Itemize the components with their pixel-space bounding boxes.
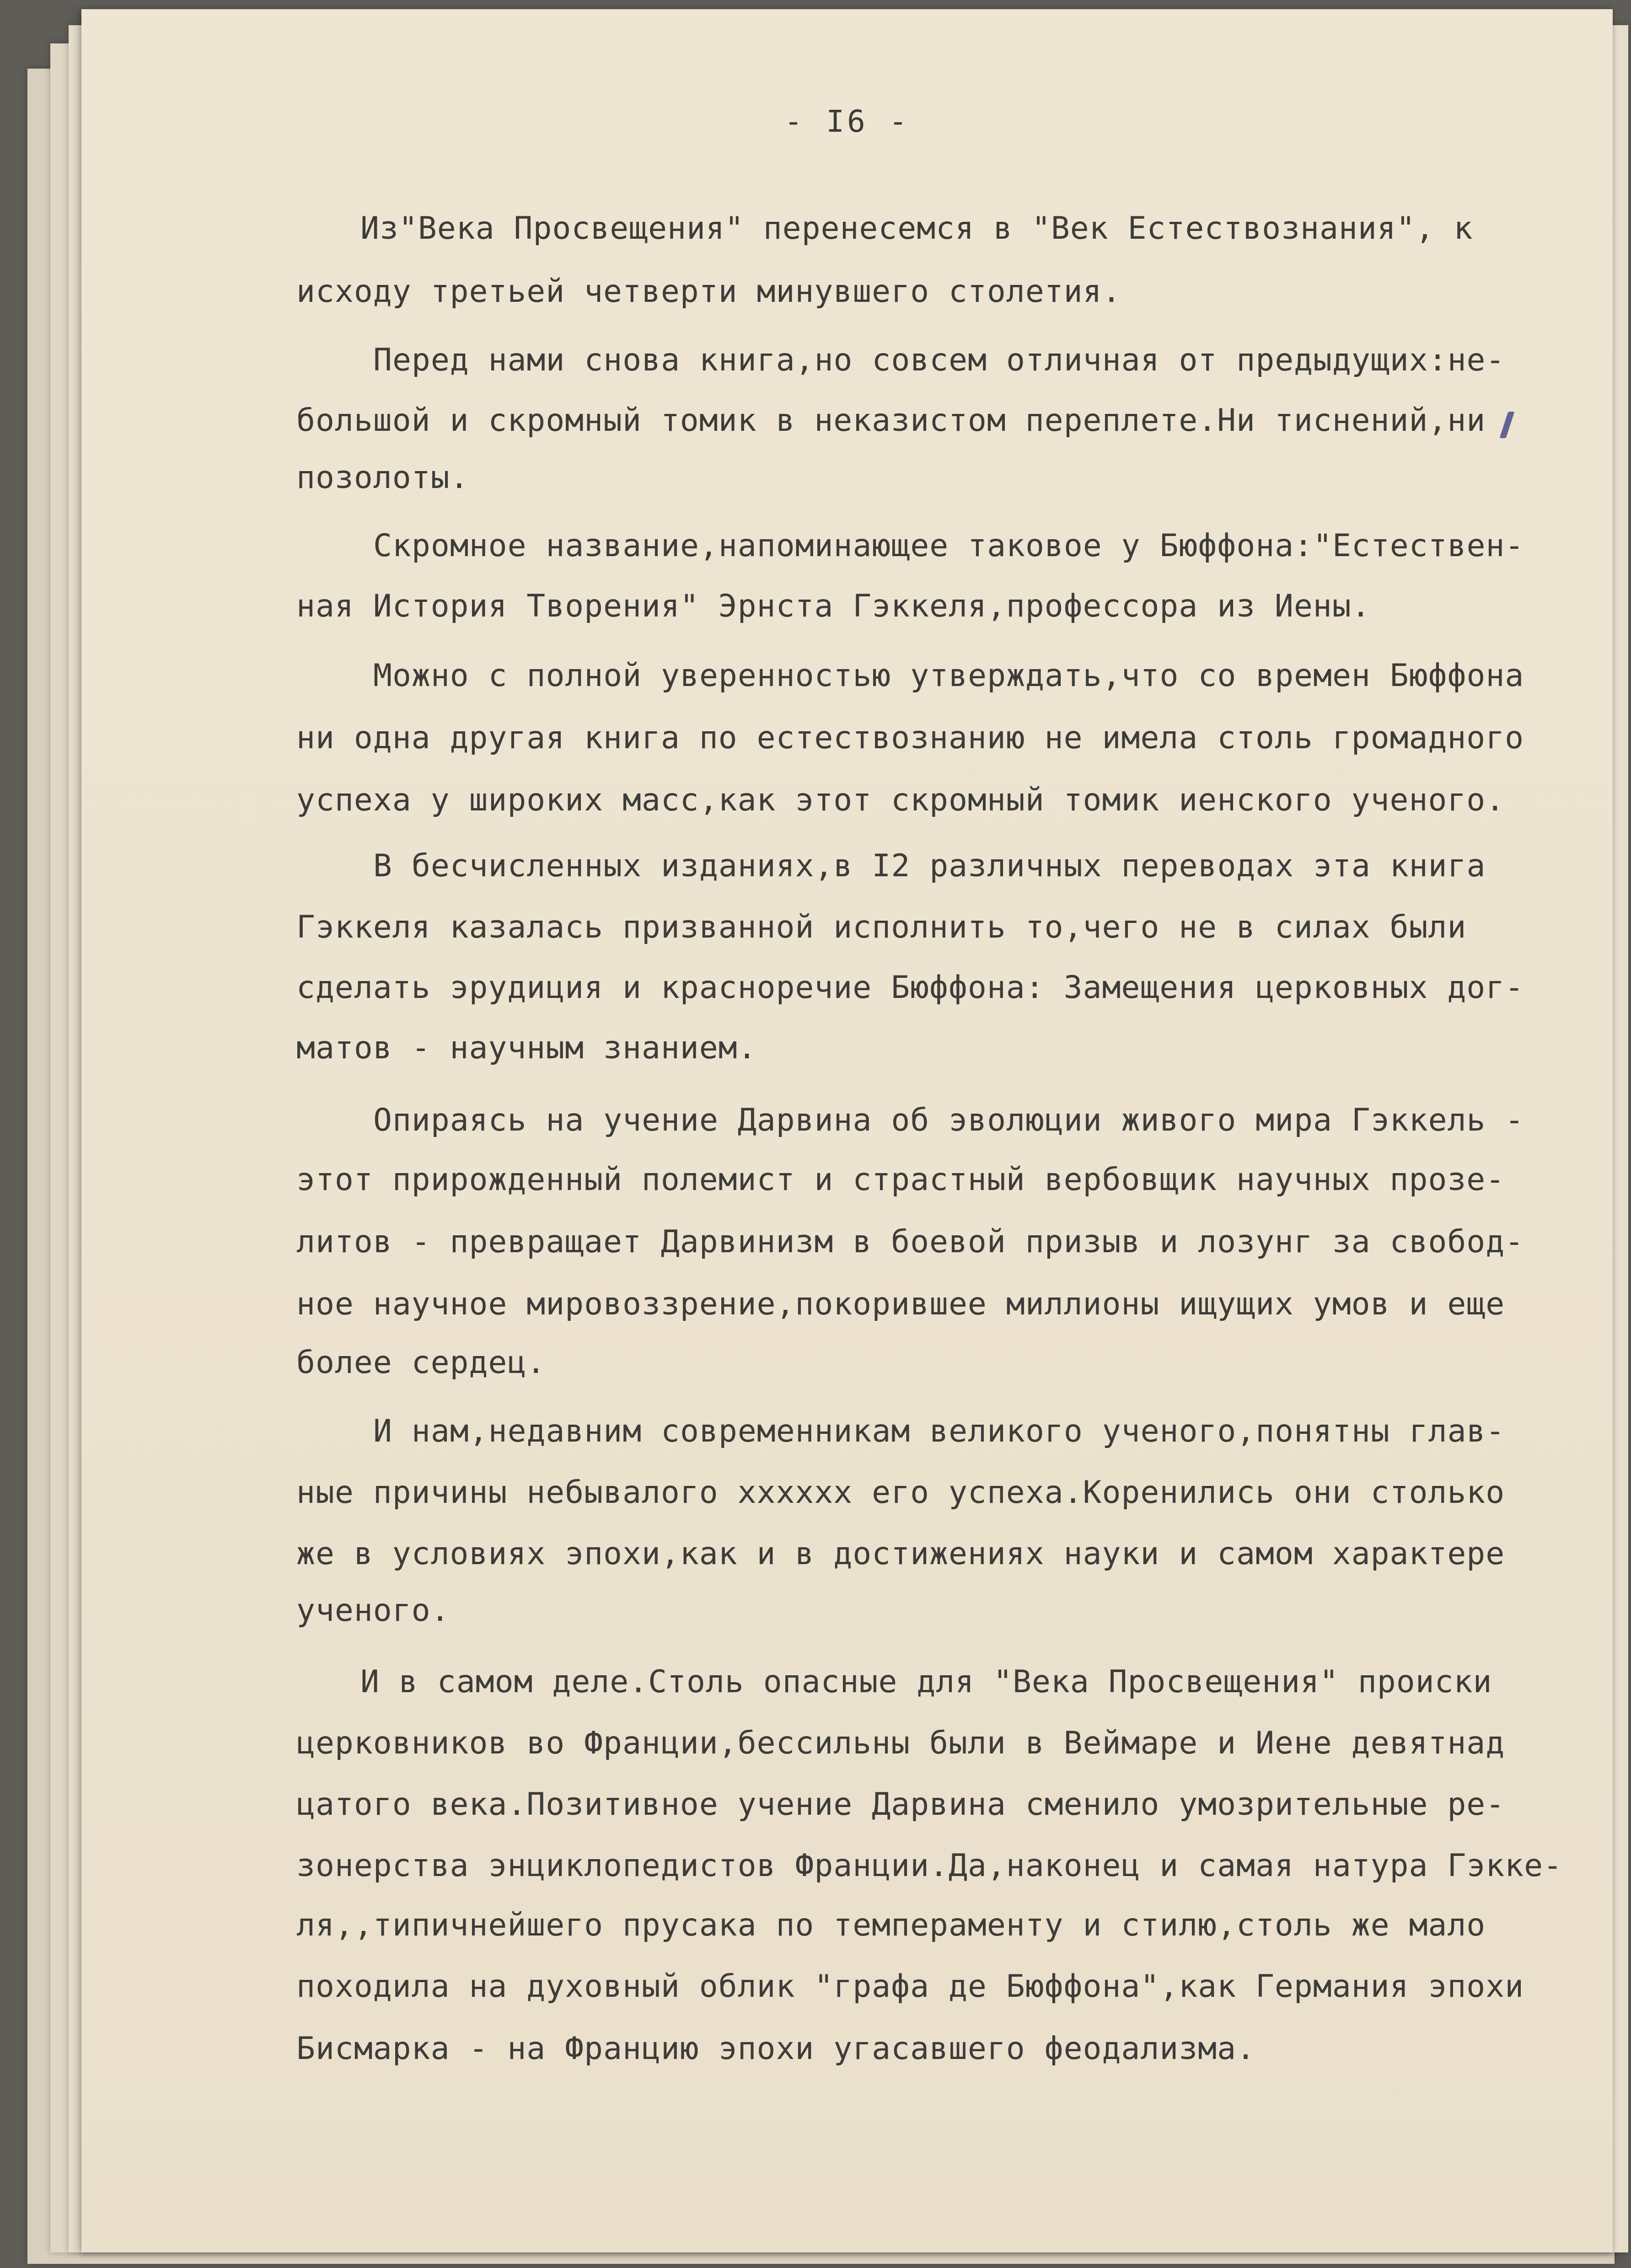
text-line: успеха у широких масс,как этот скромный томик иенского ученого. xyxy=(296,782,1505,818)
text-line: матов - научным знанием. xyxy=(296,1030,757,1066)
typewritten-page xyxy=(81,9,1613,2252)
text-line: цатого века.Позитивное учение Дарвина сменило умозрительные ре- xyxy=(296,1786,1505,1823)
text-line: В бесчисленных изданиях,в I2 различных переводах эта книга xyxy=(373,848,1486,884)
text-line: Перед нами снова книга,но совсем отличная от предыдущих:не- xyxy=(373,342,1505,378)
text-line: Можно с полной уверенностью утверждать,что со времен Бюффона xyxy=(373,658,1524,694)
text-line: позолоты. xyxy=(296,460,469,496)
text-line: Бисмарка - на Францию эпохи угасавшего феодализма. xyxy=(296,2031,1255,2067)
page-body xyxy=(81,9,1613,2252)
text-line: Из"Века Просвещения" перенесемся в "Век Естествознания", к xyxy=(360,210,1473,247)
text-line: Гэккеля казалась призванной исполнить то,чего не в силах были xyxy=(296,909,1467,945)
text-line: ная История Творения" Эрнста Гэккеля,профессора из Иены. xyxy=(296,588,1371,624)
text-line: ные причины небывалого xxxxxx его успеха.Коренились они столько xyxy=(296,1474,1505,1511)
text-line: литов - превращает Дарвинизм в боевой призыв и лозунг за свобод- xyxy=(296,1224,1524,1260)
page-number: - I6 - xyxy=(784,104,910,139)
text-line: исходу третьей четверти минувшего столетия. xyxy=(296,273,1121,310)
text-line: сделать эрудиция и красноречие Бюффона: Замещения церковных дог- xyxy=(296,970,1524,1006)
text-line: И в самом деле.Столь опасные для "Века Просвещения" происки xyxy=(360,1664,1492,1700)
text-line: походила на духовный облик "графа де Бюффона",как Германия эпохи xyxy=(296,1968,1524,2005)
text-line: этот прирожденный полемист и страстный вербовщик научных прозе- xyxy=(296,1162,1505,1198)
text-line: же в условиях эпохи,как и в достижениях науки и самом характере xyxy=(296,1536,1505,1572)
text-line: ученого. xyxy=(296,1592,450,1629)
text-line: большой и скромный томик в неказистом переплете.Ни тиснений,ни xyxy=(296,402,1486,439)
text-line: ное научное мировоззрение,покорившее миллионы ищущих умов и еще xyxy=(296,1286,1505,1322)
text-line: церковников во Франции,бессильны были в Веймаре и Иене девятнад xyxy=(296,1725,1505,1761)
text-line: Опираясь на учение Дарвина об эволюции живого мира Гэккель - xyxy=(373,1102,1524,1138)
text-line: ни одна другая книга по естествознанию не имела столь громадного xyxy=(296,720,1524,756)
text-line: более сердец. xyxy=(296,1345,546,1381)
text-line: Скромное название,напоминающее таковое у Бюффона:"Естествен- xyxy=(373,528,1524,564)
text-line: И нам,недавним современникам великого ученого,понятны глав- xyxy=(373,1413,1505,1449)
text-line: зонерства энциклопедистов Франции.Да,наконец и самая натура Гэкке- xyxy=(296,1848,1563,1884)
text-line: ля,,типичнейшего прусака по темпераменту и стилю,столь же мало xyxy=(296,1907,1486,1943)
